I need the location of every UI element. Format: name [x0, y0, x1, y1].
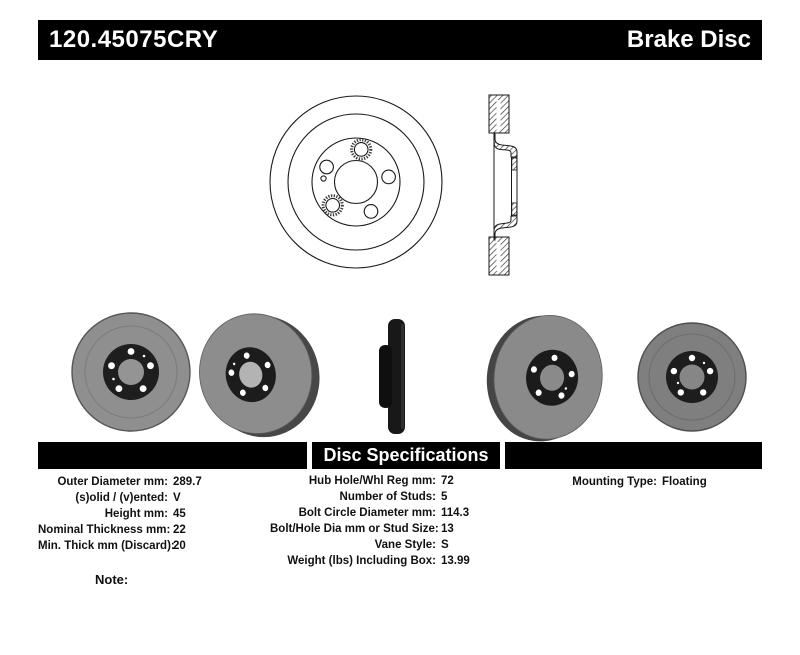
- spec-label: Vane Style:: [374, 539, 436, 551]
- spec-label: Hub Hole/Whl Reg mm:: [308, 475, 436, 487]
- spec-column-dimensions: [38, 474, 202, 554]
- stud-hole: [382, 170, 396, 184]
- vane-slot-bottom: [497, 242, 501, 271]
- spec-column-mounting: [540, 474, 707, 490]
- spec-label: Height mm:: [104, 508, 168, 520]
- header-bar: [38, 20, 762, 60]
- spec-value: 72: [441, 475, 454, 487]
- friction-surface-circle: [288, 114, 424, 250]
- disc-photo-front-view: [66, 311, 196, 435]
- center-bore: [118, 359, 144, 385]
- spec-row: [270, 537, 470, 553]
- spec-label: Outer Diameter mm:: [57, 476, 168, 488]
- spec-row: [270, 489, 470, 505]
- disc-photo-edge-profile: [372, 318, 424, 436]
- stud-hole: [354, 143, 368, 157]
- hat-edge: [379, 345, 392, 408]
- spec-value: 289.7: [173, 476, 202, 488]
- spec-row: [540, 474, 707, 490]
- spec-label: (s)olid / (v)ented:: [75, 492, 168, 504]
- center-bore: [680, 365, 705, 390]
- spec-value: 22: [173, 524, 186, 536]
- stud-hole: [326, 199, 340, 213]
- spec-value: 114.3: [441, 507, 470, 519]
- note-label: Note:: [95, 572, 129, 587]
- spec-row: [270, 473, 470, 489]
- spec-label: Number of Studs:: [339, 491, 436, 503]
- spec-value: 45: [173, 508, 186, 520]
- disc-photo-front-view-2: [634, 320, 750, 434]
- part-number: 120.45075CRY: [49, 26, 219, 53]
- disc-front-view-drawing: [268, 94, 444, 270]
- spec-row: [270, 553, 470, 569]
- stud-hole: [364, 205, 378, 219]
- spec-section-title: Disc Specifications: [312, 442, 500, 469]
- hat-wall-tab: [512, 158, 517, 170]
- spec-label: Mounting Type:: [572, 476, 657, 488]
- spec-value: 13.99: [441, 555, 470, 567]
- spec-row: [38, 490, 202, 506]
- spec-value: 13: [441, 523, 454, 535]
- disc-photo-angled-view-2: [484, 311, 608, 445]
- outer-edge-circle: [270, 96, 442, 268]
- spec-label: Min. Thick mm (Discard):: [38, 540, 175, 552]
- spec-column-hub-studs: [270, 473, 470, 569]
- spec-label: Weight (lbs) Including Box:: [287, 555, 436, 567]
- center-bore-circle: [335, 161, 378, 204]
- spec-row: [38, 522, 202, 538]
- spec-header-bar: [38, 442, 762, 469]
- hat-transition-bottom: [494, 216, 517, 240]
- vane-slot-top: [497, 100, 501, 131]
- spec-label: Bolt Circle Diameter mm:: [298, 507, 436, 519]
- spec-value: S: [441, 539, 449, 551]
- alignment-hole: [321, 176, 326, 181]
- spec-row: [38, 506, 202, 522]
- spec-value: Floating: [662, 476, 707, 488]
- disc-photo-angled-view: [193, 311, 325, 441]
- spec-row: [270, 505, 470, 521]
- spec-value: V: [173, 492, 181, 504]
- spec-label: Nominal Thickness mm:: [38, 524, 171, 536]
- spec-row: [38, 474, 202, 490]
- spec-value: 5: [441, 491, 448, 503]
- spec-value: 20: [173, 540, 186, 552]
- disc-cross-section-drawing: [483, 92, 531, 278]
- stud-hole: [320, 160, 334, 174]
- hat-wall-tab: [512, 203, 517, 215]
- spec-bar-right-segment: [505, 442, 762, 469]
- spec-bar-left-segment: [38, 442, 307, 469]
- product-title: Brake Disc: [626, 26, 751, 53]
- spec-label: Bolt/Hole Dia mm or Stud Size:: [270, 523, 439, 535]
- spec-row: [270, 521, 470, 537]
- spec-row: [38, 538, 202, 554]
- hat-transition-top: [494, 133, 517, 157]
